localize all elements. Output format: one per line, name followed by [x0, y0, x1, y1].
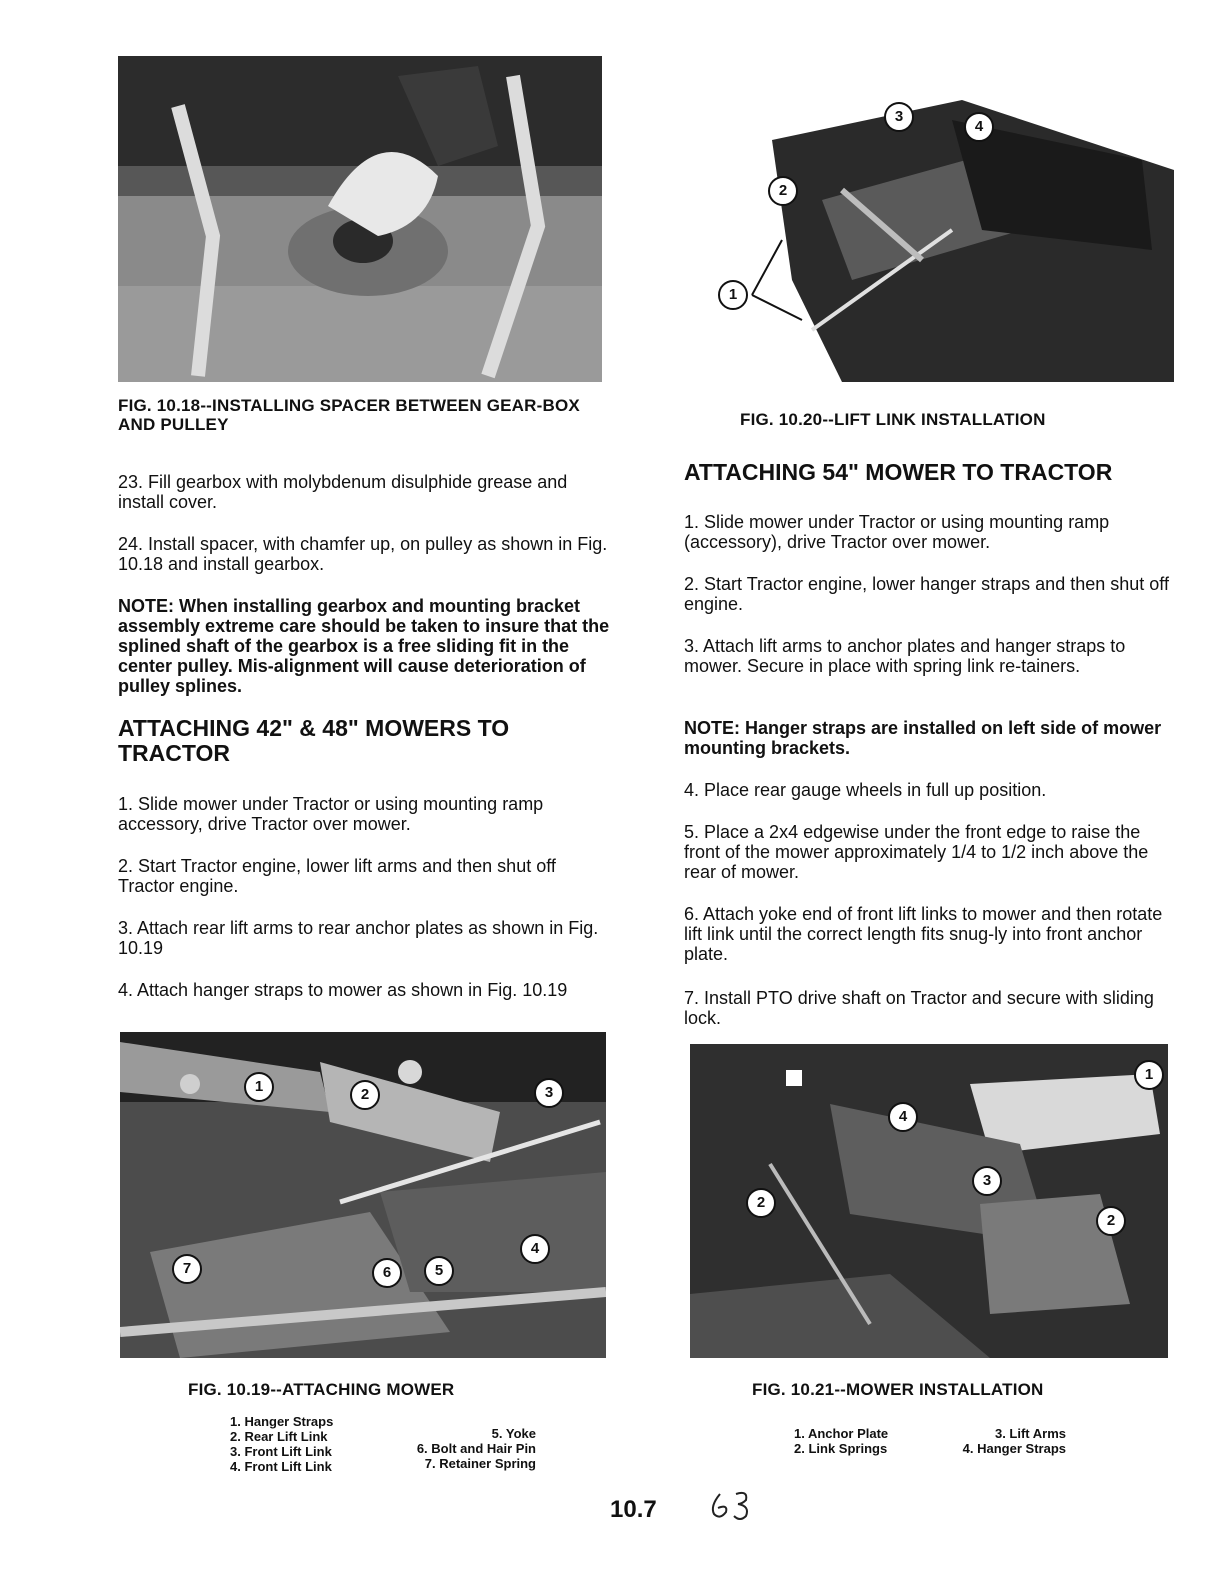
- fig-10-19-callout-2: 2: [350, 1080, 380, 1110]
- fig-10-19-callout-4: 4: [520, 1234, 550, 1264]
- legend-item: 4. Front Lift Link: [230, 1459, 332, 1474]
- step-23: 23. Fill gearbox with molybdenum disulphide grease and install cover.: [118, 472, 568, 512]
- fig-10-19-caption: FIG. 10.19--ATTACHING MOWER: [188, 1380, 455, 1399]
- page-number: 10.7: [610, 1496, 657, 1523]
- legend-item: 1. Anchor Plate: [794, 1426, 889, 1441]
- fig-10-21-callout-2b: 2: [1096, 1206, 1126, 1236]
- fig-10-21-legend-left: [794, 1426, 888, 1456]
- fig-10-19-legend-right: [390, 1426, 536, 1471]
- fig-10-21-callout-3: 3: [972, 1166, 1002, 1196]
- legend-item: 3. Front Lift Link: [230, 1444, 332, 1459]
- legend-item: 2. Rear Lift Link: [230, 1429, 328, 1444]
- step-42-4: 4. Attach hanger straps to mower as shown in Fig. 10.19: [118, 980, 568, 1000]
- step-54-1: 1. Slide mower under Tractor or using mounting ramp (accessory), drive Tractor over mower.: [684, 512, 1110, 552]
- gearbox-note: NOTE: When installing gearbox and mounting bracket assembly extreme care should be taken to insure that the splined shaft of the gearbox is a free sliding fit in the center pulley. Mis-alignment will cause deterioration of pulley splines.: [118, 596, 610, 696]
- legend-item: 2. Link Springs: [794, 1441, 888, 1456]
- fig-10-19-callout-6: 6: [372, 1258, 402, 1288]
- fig-10-19-photo: [120, 1032, 606, 1358]
- step-24: 24. Install spacer, with chamfer up, on pulley as shown in Fig. 10.18 and install gearbox.: [118, 534, 608, 574]
- fig-10-21-callout-1: 1: [1134, 1060, 1164, 1090]
- fig-10-19-callout-7: 7: [172, 1254, 202, 1284]
- handwritten-page-number: [706, 1484, 766, 1524]
- fig-10-20-callout-3: 3: [884, 102, 914, 132]
- legend-item: 6. Bolt and Hair Pin: [416, 1441, 536, 1456]
- fig-10-21-callout-2a: 2: [746, 1188, 776, 1218]
- heading-54-mower: ATTACHING 54" MOWER TO TRACTOR: [684, 459, 1113, 485]
- step-54-6: 6. Attach yoke end of front lift links to mower and then rotate lift link until the correct length fits snug-ly into front anchor plate.: [684, 904, 1163, 964]
- fig-10-19-callout-5: 5: [424, 1256, 454, 1286]
- fig-10-20-caption: FIG. 10.20--LIFT LINK INSTALLATION: [740, 410, 1046, 429]
- fig-10-18-photo: [118, 56, 602, 382]
- legend-item: 1. Hanger Straps: [230, 1414, 334, 1429]
- heading-42-48-mowers: ATTACHING 42" & 48" MOWERS TO TRACTOR: [118, 715, 510, 766]
- fig-10-20-callout-2: 2: [768, 176, 798, 206]
- fig-10-21-callout-4: 4: [888, 1102, 918, 1132]
- fig-10-19-callout-3: 3: [534, 1078, 564, 1108]
- step-42-2: 2. Start Tractor engine, lower lift arms and then shut off Tractor engine.: [118, 856, 556, 896]
- fig-10-21-photo: [690, 1044, 1168, 1358]
- step-54-3: 3. Attach lift arms to anchor plates and hanger straps to mower. Secure in place with spring link re-tainers.: [684, 636, 1126, 676]
- fig-10-20-photo: [702, 80, 1174, 382]
- fig-10-21-legend-right: [940, 1426, 1066, 1456]
- legend-item: 4. Hanger Straps: [962, 1441, 1066, 1456]
- fig-10-19-callout-1: 1: [244, 1072, 274, 1102]
- fig-10-21-caption: FIG. 10.21--MOWER INSTALLATION: [752, 1380, 1044, 1399]
- step-42-1: 1. Slide mower under Tractor or using mounting ramp accessory, drive Tractor over mower.: [118, 794, 544, 834]
- step-54-4: 4. Place rear gauge wheels in full up position.: [684, 780, 1047, 800]
- step-54-7: 7. Install PTO drive shaft on Tractor and secure with sliding lock.: [684, 988, 1154, 1028]
- step-42-3: 3. Attach rear lift arms to rear anchor plates as shown in Fig. 10.19: [118, 918, 599, 958]
- step-54-5: 5. Place a 2x4 edgewise under the front edge to raise the front of the mower approximately 1/4 to 1/2 inch above the rear of mower.: [684, 822, 1149, 882]
- fig-10-20-callout-1: 1: [718, 280, 748, 310]
- step-54-2: 2. Start Tractor engine, lower hanger straps and then shut off engine.: [684, 574, 1169, 614]
- fig-10-20-callout-4: 4: [964, 112, 994, 142]
- legend-item: 7. Retainer Spring: [424, 1456, 536, 1471]
- legend-item: 3. Lift Arms: [994, 1426, 1066, 1441]
- hanger-straps-note: NOTE: Hanger straps are installed on left side of mower mounting brackets.: [684, 718, 1162, 758]
- fig-10-18-caption: FIG. 10.18--INSTALLING SPACER BETWEEN GEAR-BOX AND PULLEY: [118, 396, 580, 434]
- legend-item: 5. Yoke: [491, 1426, 536, 1441]
- fig-10-19-legend-left: [230, 1414, 333, 1474]
